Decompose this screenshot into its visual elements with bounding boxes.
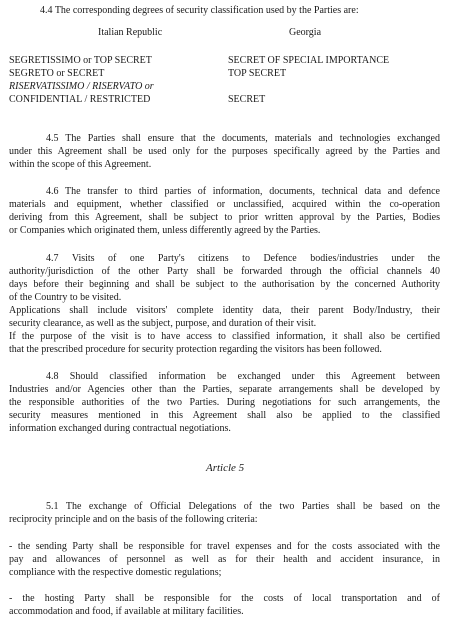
section-5-1-line-2: reciprocity principle and on the basis of the following criteria: xyxy=(9,514,258,525)
classification-left-4: CONFIDENTIAL / RESTRICTED xyxy=(9,94,151,105)
section-4-5-line-2: under this Agreement shall be used only for the purposes specifically agreed by the Parties and xyxy=(9,146,440,157)
section-4-6-line-1: 4.6 The transfer to third parties of information, documents, technical data and defence xyxy=(46,186,440,197)
georgia-header: Georgia xyxy=(289,27,322,38)
classification-right-2: TOP SECRET xyxy=(228,68,287,79)
section-4-7-line-7: If the purpose of the visit is to have access to classified information, it shall also be certified xyxy=(9,331,440,342)
section-4-7-line-1: 4.7 Visits of one Party's citizens to Defence bodies/industries under the xyxy=(46,253,440,264)
section-4-8-line-3: the responsible authorities of the two Parties. During negotiations for such arrangements, the xyxy=(9,397,440,408)
bullet-1-line-3: compliance with the respective domestic regulations; xyxy=(9,567,222,578)
bullet-1-line-1: - the sending Party shall be responsible for travel expenses and for the costs associated with the xyxy=(9,541,440,552)
section-4-8-line-4: security measures mentioned in this Agreement shall also be applied to the classified xyxy=(9,410,440,421)
section-4-8-line-2: Industries and/or Agencies other than the Parties, separate arrangements shall be developed by xyxy=(9,384,440,395)
classification-right-4: SECRET xyxy=(228,94,266,105)
bullet-2-line-2: accommodation and food, if available at military facilities. xyxy=(9,606,244,617)
section-4-7-line-2: authority/jurisdiction of the other Party shall be forwarded through the official channels 40 xyxy=(9,266,440,277)
section-4-5-line-1: 4.5 The Parties shall ensure that the documents, materials and technologies exchanged xyxy=(46,133,440,144)
section-4-8-line-5: information exchanged during contractual negotiations. xyxy=(9,423,231,434)
italian-republic-header: Italian Republic xyxy=(98,27,163,38)
section-4-4-title: 4.4 The corresponding degrees of security classification used by the Parties are: xyxy=(40,5,359,16)
section-4-7-line-4: of the Country to be visited. xyxy=(9,292,122,303)
classification-left-2: SEGRETO or SECRET xyxy=(9,68,105,79)
section-4-8-line-1: 4.8 Should classified information be exchanged under this Agreement between xyxy=(46,371,440,382)
classification-right-1: SECRET OF SPECIAL IMPORTANCE xyxy=(228,55,390,66)
section-4-7-line-6: security clearance, as well as the subject, purpose, and duration of their visit. xyxy=(9,318,317,329)
classification-left-1: SEGRETISSIMO or TOP SECRET xyxy=(9,55,152,66)
section-4-5-line-3: within the scope of this Agreement. xyxy=(9,159,152,170)
section-4-7-line-5: Applications shall include visitors' complete identity data, their parent Body/Industry, their xyxy=(9,305,440,316)
classification-left-3: RISERVATISSIMO / RISERVATO or xyxy=(9,81,154,92)
section-4-7-line-3: days before their beginning and shall be subject to the authorisation by the concerned Authority xyxy=(9,279,440,290)
section-4-6-line-4: or Companies which originated them, unless differently agreed by the Parties. xyxy=(9,225,321,236)
article-5-title: Article 5 xyxy=(206,462,245,474)
section-4-6-line-3: deriving from this Agreement, shall be subject to prior written approval by the Parties, Bodies xyxy=(9,212,440,223)
section-4-6-line-2: materials and equipment, whether classified or unclassified, acquired within the co-operation xyxy=(9,199,440,210)
bullet-2-line-1: - the hosting Party shall be responsible for the costs of local transportation and of xyxy=(9,593,440,604)
bullet-1-line-2: pay and allowances of personnel as well as for their health and accident insurance, in xyxy=(9,554,440,565)
section-4-7-line-8: that the prescribed procedure for security protection regarding the visitors has been followed. xyxy=(9,344,382,355)
section-5-1-line-1: 5.1 The exchange of Official Delegations of the two Parties shall be based on the xyxy=(46,501,440,512)
